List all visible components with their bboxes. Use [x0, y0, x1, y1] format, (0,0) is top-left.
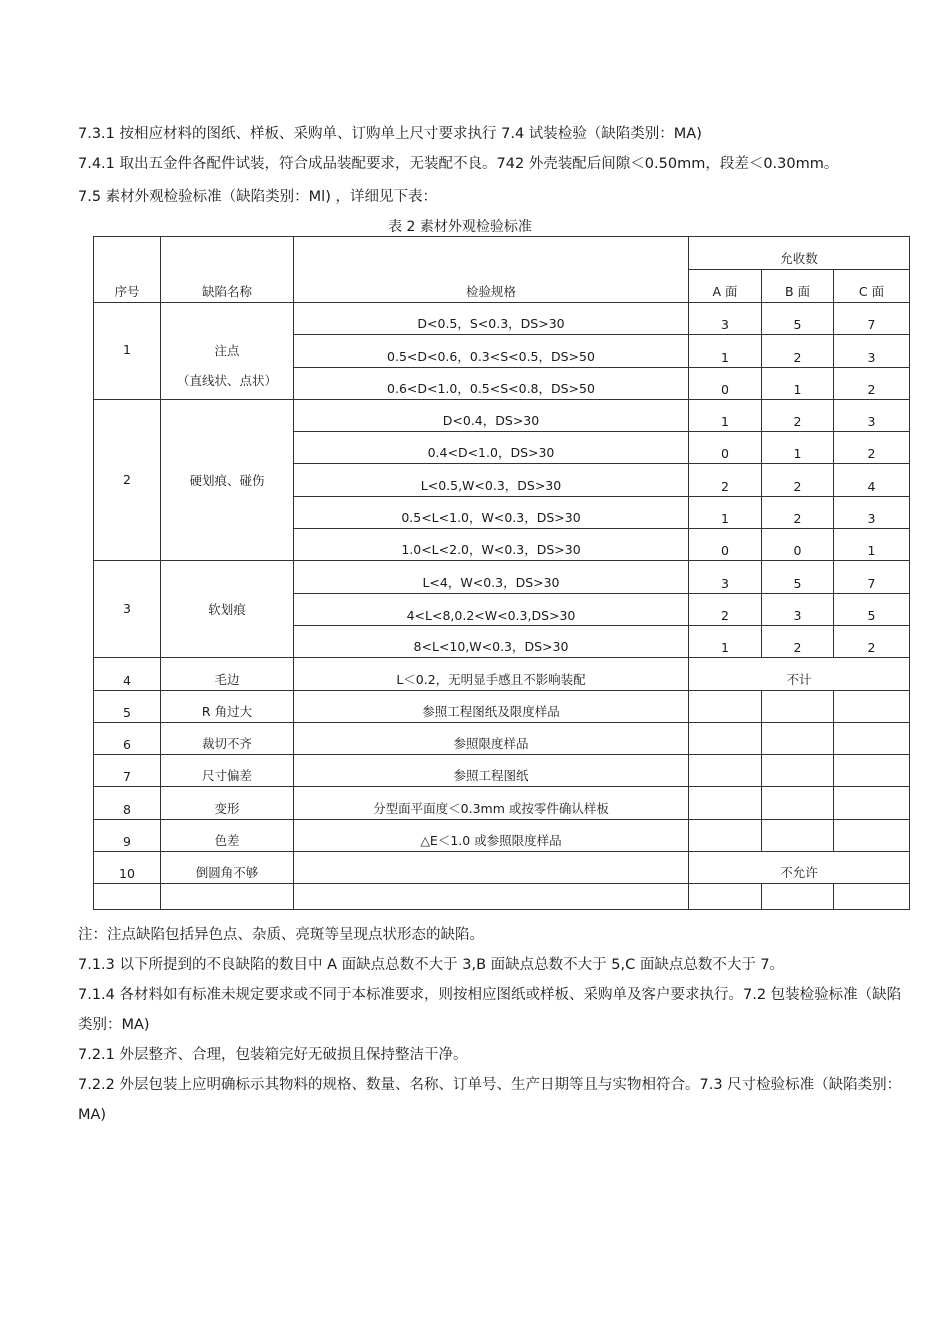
cell-defect-name	[161, 658, 294, 690]
table-row	[94, 755, 910, 787]
table-body	[94, 237, 910, 910]
cell-face-a	[689, 464, 762, 496]
cell-face-c	[834, 529, 910, 561]
cell-text: 0	[793, 543, 802, 559]
cell-face-a	[689, 593, 762, 625]
cell-face-c	[834, 367, 910, 399]
paragraph-7-3-1: 7.3.1 按相应材料的图纸、样板、采购单、订购单上尺寸要求执行 7.4 试装检验（缺陷类别：MA)	[78, 126, 702, 142]
defect-name-line: （直线状、点状）	[176, 372, 277, 388]
defect-name-line: 注点	[214, 342, 240, 358]
header-face-c: C 面	[834, 270, 910, 303]
cell-empty	[834, 884, 910, 910]
cell-text: 3	[867, 511, 876, 527]
cell-face-c	[834, 496, 910, 528]
cell-text: 2	[867, 446, 876, 462]
cell-text: 1	[721, 640, 729, 656]
cell-spec	[294, 593, 689, 625]
cell-spec	[294, 399, 689, 431]
cell-face-a	[689, 787, 762, 819]
cell-spec	[294, 819, 689, 851]
cell-face-c	[834, 432, 910, 464]
cell-text: 5	[867, 607, 876, 623]
cell-face-a	[689, 432, 762, 464]
cell-face-b	[762, 496, 834, 528]
paragraph-7-1-3: 7.1.3 以下所提到的不良缺陷的数目中 A 面缺点总数不大于 3,B 面缺点总数不大于 5,C 面缺点总数不大于 7。	[78, 957, 785, 973]
cell-text: 1	[793, 446, 802, 462]
cell-seq	[94, 399, 161, 560]
cell-text: 0	[721, 381, 729, 397]
cell-spec	[294, 755, 689, 787]
cell-text: 2	[123, 471, 131, 487]
paragraph-7-5: 7.5 素材外观检验标准（缺陷类别：Ml) ，详细见下表：	[78, 189, 437, 205]
cell-text: L<0.5,W<0.3，DS>30	[420, 477, 562, 493]
table-row	[94, 722, 910, 754]
cell-defect-name	[161, 819, 294, 851]
header-defect-name: 缺陷名称	[161, 237, 294, 303]
cell-text: 1	[721, 511, 729, 527]
cell-face-b	[762, 690, 834, 722]
cell-text: 0	[721, 446, 729, 462]
table-row	[94, 690, 910, 722]
cell-text: 参照工程图纸	[453, 768, 529, 784]
cell-spec	[294, 561, 689, 593]
cell-face-c	[834, 561, 910, 593]
cell-empty	[762, 884, 834, 910]
cell-text: 4<L<8,0.2<W<0.3,DS>30	[406, 607, 576, 623]
table-row	[94, 819, 910, 851]
cell-empty	[294, 884, 689, 910]
cell-seq	[94, 755, 161, 787]
cell-text: 2	[793, 478, 802, 494]
cell-text: 不计	[786, 671, 812, 687]
cell-spec	[294, 722, 689, 754]
cell-text: 分型面平面度＜0.3mm 或按零件确认样板	[373, 800, 609, 816]
cell-face-b	[762, 529, 834, 561]
paragraph-7-1-4: 7.1.4 各材料如有标准未规定要求或不同于本标准要求，则按相应图纸或样板、采购单及客户要求执行。7.2 包装检验标准（缺陷类别：MA)	[78, 987, 902, 1033]
cell-face-b	[762, 303, 834, 335]
cell-text: 5	[793, 317, 802, 333]
cell-text: 0.5<D<0.6，0.3<S<0.5，DS>50	[387, 348, 595, 364]
cell-text: 3	[721, 575, 729, 591]
header-face-a: A 面	[689, 270, 762, 303]
cell-text: 7	[123, 769, 131, 785]
cell-face-a	[689, 529, 762, 561]
cell-defect-name	[161, 787, 294, 819]
cell-text: 1	[793, 381, 802, 397]
cell-text: 毛边	[214, 671, 240, 687]
notes-section	[78, 920, 914, 1130]
cell-text: 4	[867, 478, 876, 494]
cell-face-c	[834, 464, 910, 496]
cell-text: 参照工程图纸及限度样品	[422, 703, 560, 719]
cell-text: 6	[123, 737, 131, 753]
cell-text: 5	[793, 575, 802, 591]
cell-seq	[94, 303, 161, 400]
cell-spec	[294, 496, 689, 528]
paragraph-7-2-2: 7.2.2 外层包装上应明确标示其物料的规格、数量、名称、订单号、生产日期等且与实物相符合。7.3 尺寸检验标准（缺陷类别：MA)	[78, 1077, 902, 1123]
cell-text: 3	[123, 600, 131, 616]
cell-text: 3	[867, 414, 876, 430]
cell-text: 1	[721, 349, 729, 365]
cell-face-c	[834, 819, 910, 851]
cell-spec	[294, 852, 689, 884]
cell-face-c	[834, 625, 910, 657]
cell-spec	[294, 658, 689, 690]
cell-text: 9	[123, 834, 131, 850]
cell-face-b	[762, 787, 834, 819]
table-caption: 表 2 素材外观检验标准	[388, 219, 532, 235]
cell-text: 2	[793, 511, 802, 527]
cell-defect-name	[161, 690, 294, 722]
cell-spec	[294, 690, 689, 722]
cell-face-c	[834, 755, 910, 787]
cell-face-c	[834, 690, 910, 722]
cell-face-b	[762, 593, 834, 625]
cell-text: 1.0<L<2.0，W<0.3，DS>30	[401, 542, 581, 558]
defect-name: 软划痕	[208, 602, 246, 618]
cell-seq	[94, 722, 161, 754]
cell-spec	[294, 303, 689, 335]
cell-text: 1	[721, 414, 729, 430]
cell-face-b	[762, 722, 834, 754]
cell-text: 尺寸偏差	[201, 768, 252, 784]
header-row-1	[94, 237, 910, 270]
cell-text: D<0.4，DS>30	[442, 413, 540, 429]
cell-text: L＜0.2，无明显手感且不影响装配	[396, 671, 586, 687]
table-row	[94, 303, 910, 335]
cell-face-a	[689, 335, 762, 367]
cell-face-c	[834, 335, 910, 367]
cell-face-a	[689, 722, 762, 754]
cell-text: 7	[867, 575, 876, 591]
cell-defect-name	[161, 755, 294, 787]
cell-spec	[294, 787, 689, 819]
cell-text: 8<L<10,W<0.3，DS>30	[413, 639, 569, 655]
cell-face-c	[834, 593, 910, 625]
table-row	[94, 561, 910, 593]
cell-face-b	[762, 755, 834, 787]
cell-text: L<4，W<0.3，DS>30	[422, 574, 560, 590]
cell-text: 0	[721, 543, 729, 559]
cell-spec	[294, 529, 689, 561]
cell-face-a	[689, 561, 762, 593]
cell-text: 8	[123, 801, 131, 817]
cell-face-c	[834, 399, 910, 431]
table-row	[94, 399, 910, 431]
cell-seq	[94, 658, 161, 690]
cell-face-a	[689, 367, 762, 399]
cell-text: 1	[867, 543, 876, 559]
cell-text: 0.6<D<1.0，0.5<S<0.8，DS>50	[387, 380, 595, 396]
cell-defect-name	[161, 561, 294, 658]
cell-defect-name	[161, 303, 294, 400]
table-row	[94, 658, 910, 690]
cell-spec	[294, 367, 689, 399]
cell-face-a	[689, 496, 762, 528]
cell-text: 3	[793, 607, 802, 623]
cell-text: 3	[721, 317, 729, 333]
cell-text: 不允许	[780, 865, 818, 881]
cell-text: 4	[123, 672, 131, 688]
cell-text: R 角过大	[201, 703, 253, 719]
cell-spec	[294, 432, 689, 464]
cell-text: 2	[793, 640, 802, 656]
cell-text: 2	[721, 607, 729, 623]
cell-spec	[294, 464, 689, 496]
cell-seq	[94, 561, 161, 658]
cell-text: 变形	[214, 800, 240, 816]
cell-text: D<0.5，S<0.3，DS>30	[417, 316, 565, 332]
cell-allow-merged	[689, 658, 910, 690]
cell-text: 2	[793, 349, 802, 365]
cell-face-a	[689, 755, 762, 787]
cell-face-a	[689, 625, 762, 657]
cell-text: 2	[867, 381, 876, 397]
cell-spec	[294, 335, 689, 367]
cell-face-c	[834, 303, 910, 335]
cell-text: 1	[123, 342, 131, 358]
header-face-b: B 面	[762, 270, 834, 303]
cell-text: 0.4<D<1.0，DS>30	[427, 445, 555, 461]
cell-seq	[94, 787, 161, 819]
cell-text: 7	[867, 317, 876, 333]
cell-spec	[294, 625, 689, 657]
cell-face-a	[689, 819, 762, 851]
cell-text: 倒圆角不够	[195, 865, 259, 881]
cell-text: 2	[867, 640, 876, 656]
cell-face-b	[762, 625, 834, 657]
cell-face-b	[762, 367, 834, 399]
defect-name: 硬划痕、碰伤	[189, 473, 265, 489]
cell-text: 参照限度样品	[453, 736, 529, 752]
cell-text: 10	[119, 866, 135, 882]
cell-face-c	[834, 787, 910, 819]
cell-empty	[94, 884, 161, 910]
cell-defect-name	[161, 852, 294, 884]
cell-seq	[94, 819, 161, 851]
cell-empty	[161, 884, 294, 910]
table-row-empty	[94, 884, 910, 910]
inspection-standard-table	[93, 236, 910, 910]
cell-text: 3	[867, 349, 876, 365]
cell-defect-name	[161, 399, 294, 560]
note-line: 注：注点缺陷包括异色点、杂质、亮斑等呈现点状形态的缺陷。	[78, 927, 484, 943]
cell-face-a	[689, 690, 762, 722]
cell-face-a	[689, 399, 762, 431]
table-row	[94, 787, 910, 819]
cell-defect-name	[161, 722, 294, 754]
table-row	[94, 852, 910, 884]
header-seq: 序号	[94, 237, 161, 303]
cell-face-b	[762, 819, 834, 851]
paragraph-7-2-1: 7.2.1 外层整齐、合理，包装箱完好无破损且保持整洁干净。	[78, 1047, 468, 1063]
cell-text: 0.5<L<1.0，W<0.3，DS>30	[401, 510, 581, 526]
cell-text: △E＜1.0 或参照限度样品	[420, 833, 562, 849]
cell-text: 5	[123, 704, 131, 720]
cell-text: 2	[793, 414, 802, 430]
cell-face-b	[762, 432, 834, 464]
header-spec: 检验规格	[294, 237, 689, 303]
cell-face-b	[762, 464, 834, 496]
cell-text: 裁切不齐	[201, 736, 252, 752]
cell-seq	[94, 852, 161, 884]
paragraph-7-4-1: 7.4.1 取出五金件各配件试装，符合成品装配要求，无装配不良。742 外壳装配后间隙＜0.50mm，段差＜0.30mm。	[78, 156, 839, 172]
cell-empty	[689, 884, 762, 910]
cell-text: 2	[721, 478, 729, 494]
cell-face-b	[762, 335, 834, 367]
cell-seq	[94, 690, 161, 722]
header-allow-count: 允收数	[689, 237, 910, 270]
cell-allow-merged	[689, 852, 910, 884]
cell-face-b	[762, 399, 834, 431]
cell-text: 色差	[214, 833, 240, 849]
cell-face-b	[762, 561, 834, 593]
cell-face-c	[834, 722, 910, 754]
cell-face-a	[689, 303, 762, 335]
